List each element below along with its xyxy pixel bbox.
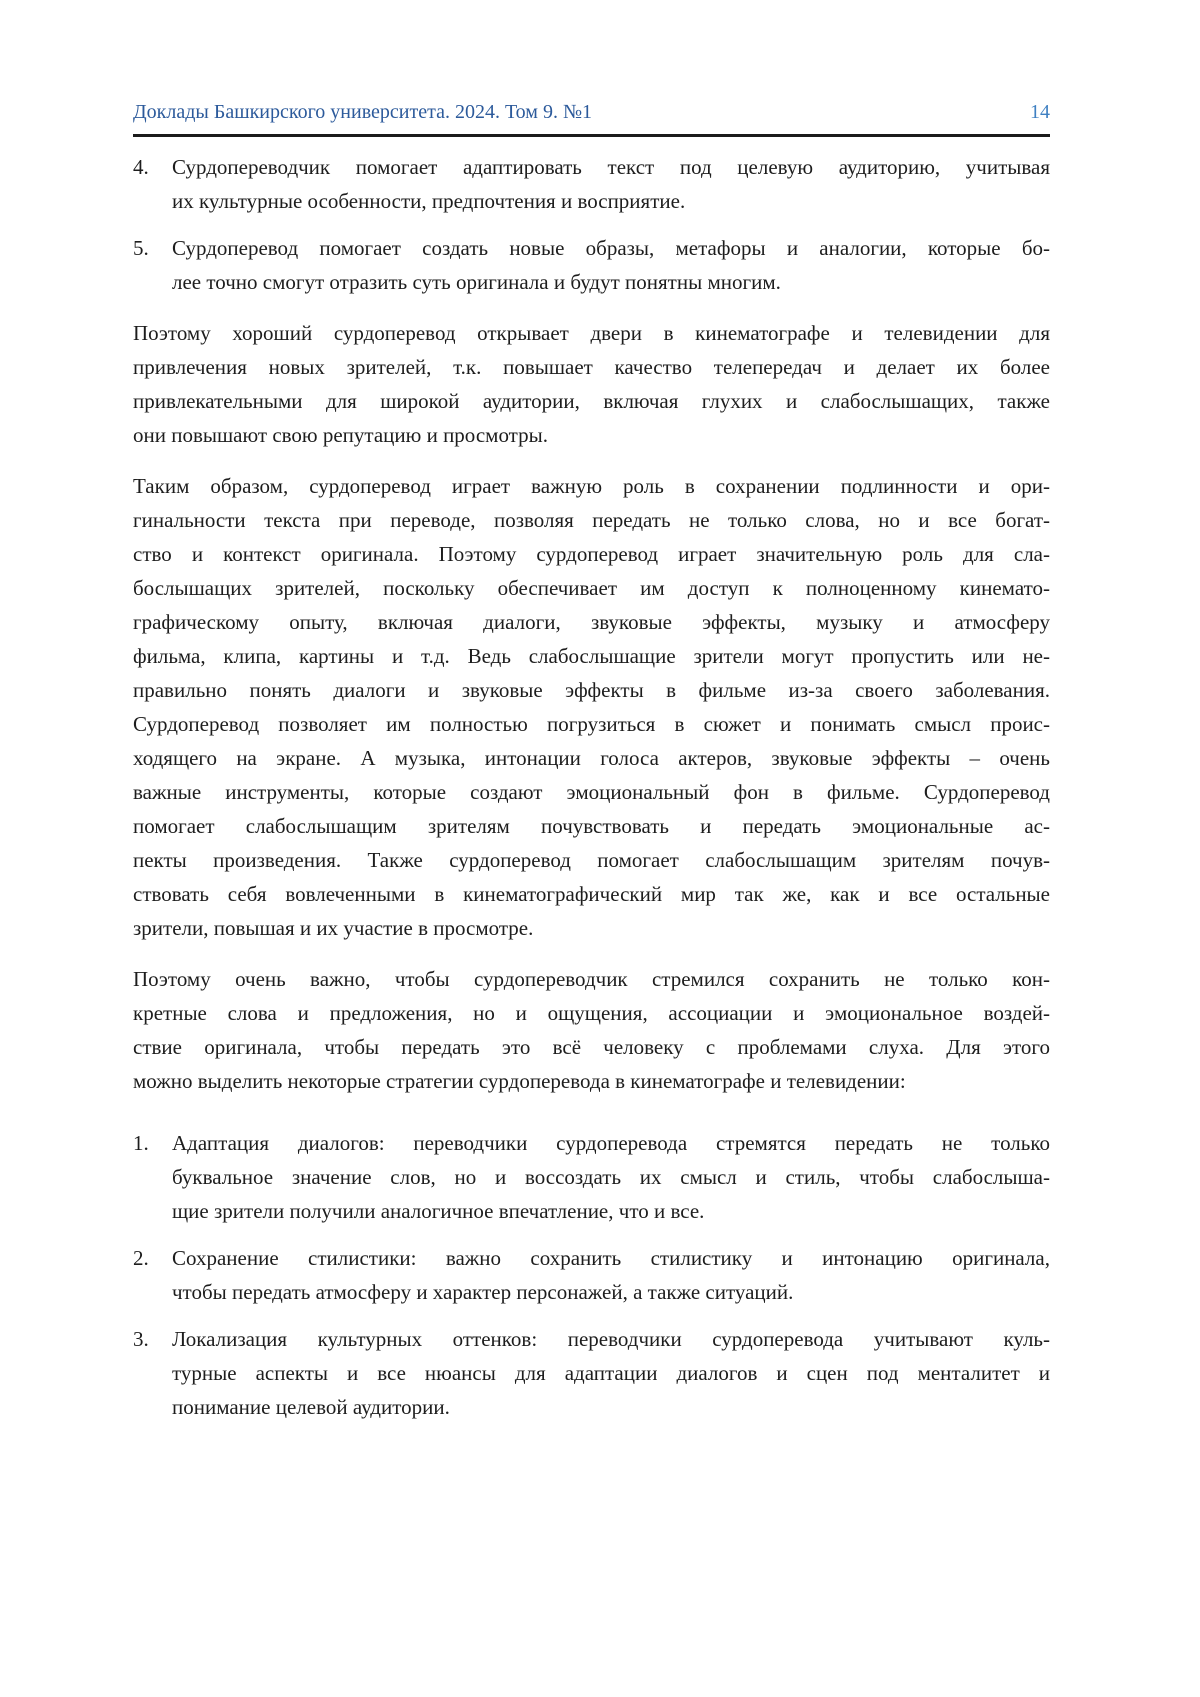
journal-title: Доклады Башкирского университета. 2024. Том 9. №1 [133,101,593,123]
text-line: Сохранение стилистики: важно сохранить стилистику и интонацию оригинала, [172,1246,1050,1270]
text-line: щие зрители получили аналогичное впечатление, что и все. [172,1199,705,1223]
text-line: зрители, повышая и их участие в просмотре. [133,916,534,940]
text-line: чтобы передать атмосферу и характер персонажей, а также ситуаций. [172,1280,794,1304]
text-line: пекты произведения. Также сурдоперевод помогает слабослышащим зрителям почув- [133,848,1050,872]
text-line: правильно понять диалоги и звуковые эффекты в фильме из-за своего заболевания. [133,678,1050,702]
text-line: помогает слабослышащим зрителям почувствовать и передать эмоциональные ас- [133,814,1050,838]
paragraph [133,469,1050,945]
text-line: Сурдоперевод помогает создать новые образы, метафоры и аналогии, которые бо- [172,236,1050,260]
list-item [133,150,1050,218]
text-line: Адаптация диалогов: переводчики сурдоперевода стремятся передать не только [172,1131,1050,1155]
text-line: привлечения новых зрителей, т.к. повышает качество телепередач и делает их более [133,355,1050,379]
text-line: турные аспекты и все нюансы для адаптации диалогов и сцен под менталитет и [172,1361,1050,1385]
list-item-number: 4. [133,155,149,179]
text-line: ствие оригинала, чтобы передать это всё человеку с проблемами слуха. Для этого [133,1035,1050,1059]
list-item-text [172,1322,1050,1424]
text-line: их культурные особенности, предпочтения и восприятие. [172,189,686,213]
text-line: лее точно смогут отразить суть оригинала и будут понятны многим. [172,270,781,294]
numbered-list [133,150,1050,299]
text-line: Поэтому очень важно, чтобы сурдопереводчик стремился сохранить не только кон- [133,967,1050,991]
paragraph [133,962,1050,1098]
text-line: бослышащих зрителей, поскольку обеспечивает им доступ к полноценному кинемато- [133,576,1050,600]
text-line: можно выделить некоторые стратегии сурдоперевода в кинематографе и телевидении: [133,1069,906,1093]
text-line: Локализация культурных оттенков: переводчики сурдоперевода учитывают куль- [172,1327,1050,1351]
numbered-list [133,1126,1050,1424]
text-line: они повышают свою репутацию и просмотры. [133,423,548,447]
page-number: 14 [1030,101,1050,123]
list-item [133,1241,1050,1309]
text-line: ствовать себя вовлеченными в кинематографический мир так же, как и все остальные [133,882,1050,906]
list-item [133,1322,1050,1424]
text-line: ство и контекст оригинала. Поэтому сурдоперевод играет значительную роль для сла- [133,542,1050,566]
list-item [133,231,1050,299]
text-line: гинальности текста при переводе, позволяя передать не только слова, но и все богат- [133,508,1050,532]
list-item-text [172,1126,1050,1228]
list-item-text [172,231,1050,299]
list-item-text [172,150,1050,218]
text-line: буквальное значение слов, но и воссоздать их смысл и стиль, чтобы слабослыша- [172,1165,1050,1189]
list-item-number: 2. [133,1246,149,1270]
text-line: привлекательными для широкой аудитории, включая глухих и слабослышащих, также [133,389,1050,413]
text-line: ходящего на экране. А музыка, интонации голоса актеров, звуковые эффекты – очень [133,746,1050,770]
list-item-number: 5. [133,236,149,260]
text-line: понимание целевой аудитории. [172,1395,450,1419]
document-body [133,137,1050,1424]
list-item-number: 1. [133,1131,149,1155]
text-line: кретные слова и предложения, но и ощущения, ассоциации и эмоциональное воздей- [133,1001,1050,1025]
text-line: Поэтому хороший сурдоперевод открывает двери в кинематографе и телевидении для [133,321,1050,345]
text-line: Сурдоперевод позволяет им полностью погрузиться в сюжет и понимать смысл проис- [133,712,1050,736]
text-line: Таким образом, сурдоперевод играет важную роль в сохранении подлинности и ори- [133,474,1050,498]
list-item-number: 3. [133,1327,149,1351]
text-line: важные инструменты, которые создают эмоциональный фон в фильме. Сурдоперевод [133,780,1050,804]
text-line: графическому опыту, включая диалоги, звуковые эффекты, музыку и атмосферу [133,610,1050,634]
text-line: фильма, клипа, картины и т.д. Ведь слабослышащие зрители могут пропустить или не- [133,644,1050,668]
list-item [133,1126,1050,1228]
list-item-text [172,1241,1050,1309]
text-line: Сурдопереводчик помогает адаптировать текст под целевую аудиторию, учитывая [172,155,1050,179]
paragraph [133,316,1050,452]
page-header [133,100,1050,124]
